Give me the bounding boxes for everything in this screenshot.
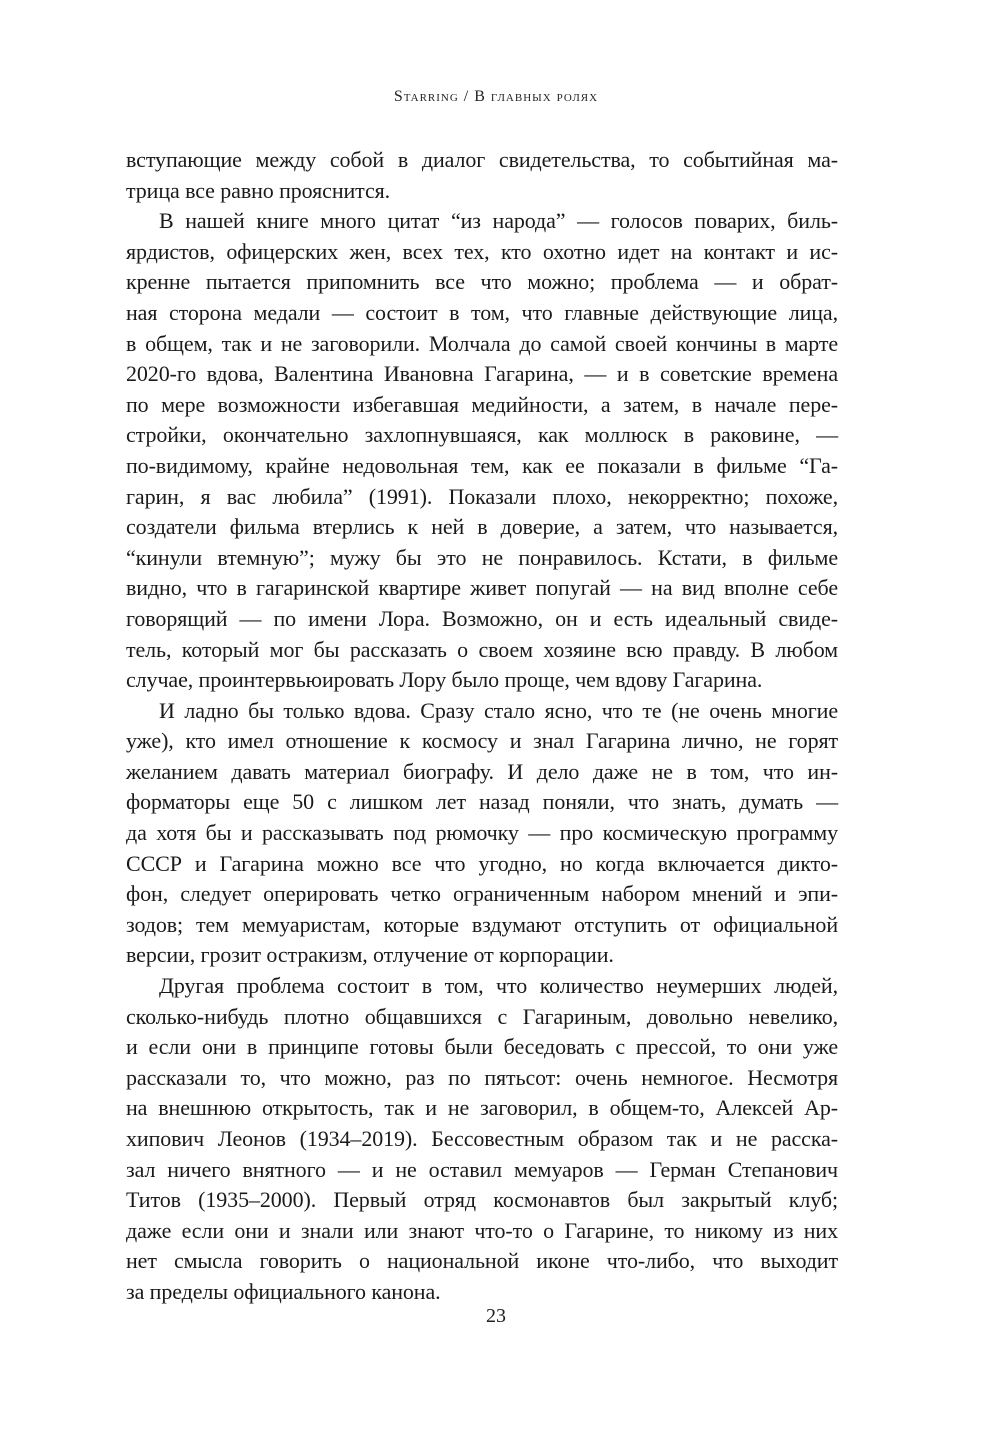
text-line: даже если они и знали или знают что-то о Гагарине, то никому из них — [126, 1217, 838, 1243]
text-line: гарин, я вас любила” (1991). Показали плохо, некорректно; похоже, — [126, 483, 838, 509]
paragraph — [126, 696, 838, 971]
text-line: и если они в принципе готовы были беседовать с прессой, то они уже — [126, 1034, 838, 1060]
text-line: в общем, так и не заговорили. Молчала до самой своей кончины в марте — [126, 330, 838, 356]
text-line: В нашей книге много цитат “из народа” — голосов поварих, биль- — [159, 208, 838, 234]
text-line: создатели фильма втерлись к ней в доверие, а затем, что называется, — [126, 514, 838, 540]
text-line: зодов; тем мемуаристам, которые вздумают отступить от официальной — [126, 911, 838, 937]
text-line: СССР и Гагарина можно все что угодно, но когда включается дикто- — [126, 850, 838, 876]
text-line: версии, грозит остракизм, отлучение от корпорации. — [126, 942, 614, 968]
text-line: кренне пытается припомнить все что можно; проблема — и обрат- — [126, 269, 838, 295]
text-line: зал ничего внятного — и не оставил мемуаров — Герман Степанович — [126, 1156, 838, 1182]
paragraph — [126, 206, 838, 696]
running-head: Starring / В главных ролях — [393, 88, 599, 105]
text-line: сколько-нибудь плотно общавшихся с Гагариным, довольно невелико, — [126, 1003, 838, 1029]
page-number: 23 — [486, 1305, 506, 1327]
text-line: ярдистов, офицерских жен, всех тех, кто охотно идет на контакт и ис- — [126, 238, 838, 264]
text-line: форматоры еще 50 с лишком лет назад поняли, что знать, думать — — [126, 789, 838, 815]
text-line: Титов (1935–2000). Первый отряд космонавтов был закрытый клуб; — [126, 1187, 838, 1213]
text-line: по-видимому, крайне недовольная тем, как ее показали в фильме “Га- — [126, 452, 838, 478]
text-line: говорящий — по имени Лора. Возможно, он и есть идеальный свиде- — [126, 605, 838, 631]
text-line: 2020-го вдова, Валентина Ивановна Гагарина, — и в советские времена — [126, 361, 838, 387]
text-line: И ладно бы только вдова. Сразу стало ясно, что те (не очень многие — [159, 697, 838, 723]
text-line: по мере возможности избегавшая медийности, а затем, в начале пере- — [126, 391, 838, 417]
text-line: ная сторона медали — состоит в том, что главные действующие лица, — [126, 299, 838, 325]
text-line: стройки, окончательно захлопнувшаяся, как моллюск в раковине, — — [126, 422, 838, 448]
text-line: случае, проинтервьюировать Лору было проще, чем вдову Гагарина. — [126, 667, 763, 693]
paragraph — [126, 971, 838, 1308]
text-line: тель, который мог бы рассказать о своем хозяине всю правду. В любом — [126, 636, 838, 662]
text-line: нет смысла говорить о национальной иконе что-либо, что выходит — [126, 1248, 838, 1274]
text-line: Другая проблема состоит в том, что количество неумерших людей, — [159, 973, 838, 999]
text-line: уже), кто имел отношение к космосу и знал Гагарина лично, не горят — [126, 728, 838, 754]
text-line: вступающие между собой в диалог свидетельства, то событийная ма- — [126, 147, 838, 172]
text-line: хипович Леонов (1934–2019). Бессовестным образом так и не расска- — [126, 1126, 838, 1151]
text-line: трица все равно прояснится. — [126, 177, 391, 203]
body-text — [126, 145, 838, 1308]
text-line: рассказали то, что можно, раз по пятьсот: очень немногое. Несмотря — [126, 1064, 838, 1090]
paragraph — [126, 145, 838, 206]
text-line: на внешнюю открытость, так и не заговорил, в общем-то, Алексей Ар- — [126, 1095, 838, 1121]
text-line: “кинули втемную”; мужу бы это не понравилось. Кстати, в фильме — [126, 544, 838, 570]
text-line: за пределы официального канона. — [126, 1278, 441, 1304]
text-line: видно, что в гагаринской квартире живет попугай — на вид вполне себе — [126, 575, 838, 601]
text-line: фон, следует оперировать четко ограниченным набором мнений и эпи- — [126, 881, 838, 907]
text-line: да хотя бы и рассказывать под рюмочку — про космическую программу — [126, 820, 838, 846]
text-line: желанием давать материал биографу. И дело даже не в том, что ин- — [126, 758, 838, 784]
